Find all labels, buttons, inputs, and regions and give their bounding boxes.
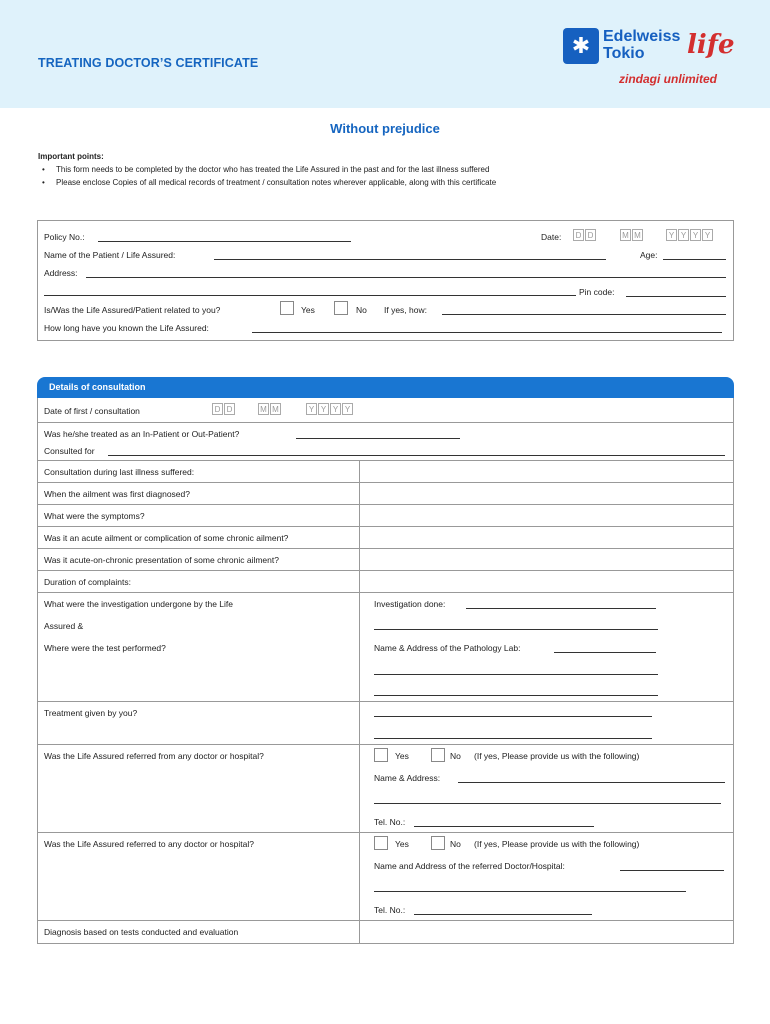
date-year-boxes[interactable]: Y Y Y Y: [666, 229, 713, 241]
investigation-question-cont: Assured &: [44, 621, 84, 631]
treatment-field[interactable]: [374, 716, 652, 717]
referred-from-no-label: No: [450, 751, 461, 761]
pathology-lab-label: Name & Address of the Pathology Lab:: [374, 643, 521, 653]
if-yes-how-label: If yes, how:: [384, 305, 427, 315]
referred-to-question: Was the Life Assured referred to any doctor or hospital?: [44, 839, 254, 849]
row-label: Was it acute-on-chronic presentation of some chronic ailment?: [44, 555, 279, 565]
logo-life-script: life: [687, 30, 735, 60]
address-label: Address:: [44, 268, 78, 278]
referred-from-question: Was the Life Assured referred from any doctor or hospital?: [44, 751, 264, 761]
important-point: • This form needs to be completed by the doctor who has treated the Life Assured in the past and for the last illness suffered: [38, 163, 496, 176]
row-label: Was it an acute ailment or complication of some chronic ailment?: [44, 533, 289, 543]
consult-day-boxes[interactable]: D D: [212, 403, 235, 415]
referred-to-yes-checkbox[interactable]: [374, 836, 388, 850]
consult-year-boxes[interactable]: Y Y Y Y: [306, 403, 353, 415]
date-day-boxes[interactable]: D D: [573, 229, 596, 241]
referred-from-yes-checkbox[interactable]: [374, 748, 388, 762]
tel-label: Tel. No.:: [374, 817, 406, 827]
important-point: • Please enclose Copies of all medical records of treatment / consultation notes wherever applicable, along with this certificate: [38, 176, 496, 189]
patient-name-label: Name of the Patient / Life Assured:: [44, 250, 176, 260]
row-label: Consultation during last illness suffered:: [44, 467, 195, 477]
referred-from-note: (If yes, Please provide us with the following): [474, 751, 640, 761]
investigation-question: What were the investigation undergone by the Life: [44, 599, 234, 609]
investigation-done-field[interactable]: [466, 608, 656, 609]
subtitle: Without prejudice: [330, 121, 440, 136]
name-address-field[interactable]: [458, 782, 725, 783]
patient-type-field[interactable]: [296, 438, 460, 439]
investigation-done-label: Investigation done:: [374, 599, 446, 609]
policy-no-label: Policy No.:: [44, 232, 85, 242]
name-address-field-2[interactable]: [374, 803, 721, 804]
important-points: [38, 150, 496, 189]
pathology-lab-field-3[interactable]: [374, 695, 658, 696]
pathology-lab-field[interactable]: [554, 652, 656, 653]
related-no-checkbox[interactable]: [334, 301, 348, 315]
date-label: Date:: [541, 232, 562, 242]
pin-code-field[interactable]: [626, 296, 726, 297]
patient-details-section: [37, 220, 734, 341]
age-field[interactable]: [663, 259, 726, 260]
consult-month-boxes[interactable]: M M: [258, 403, 281, 415]
logo-tagline: zindagi unlimited: [619, 72, 717, 86]
important-heading: Important points:: [38, 152, 104, 161]
treatment-field-2[interactable]: [374, 738, 652, 739]
patient-name-field[interactable]: [214, 259, 606, 260]
related-no-label: No: [356, 305, 367, 315]
pathology-lab-field-2[interactable]: [374, 674, 658, 675]
related-yes-checkbox[interactable]: [280, 301, 294, 315]
first-consultation-label: Date of first / consultation: [44, 406, 140, 416]
referred-to-yes-label: Yes: [395, 839, 409, 849]
address-field-line2[interactable]: [44, 295, 576, 296]
header-band: [0, 0, 770, 108]
known-duration-label: How long have you known the Life Assured:: [44, 323, 209, 333]
referred-to-no-checkbox[interactable]: [431, 836, 445, 850]
age-label: Age:: [640, 250, 658, 260]
tel-field-2[interactable]: [414, 914, 592, 915]
name-address-label: Name & Address:: [374, 773, 441, 783]
referred-doctor-field-2[interactable]: [374, 891, 686, 892]
asterisk-logo-icon: ✱: [563, 28, 599, 64]
if-yes-how-field[interactable]: [442, 314, 726, 315]
consulted-for-label: Consulted for: [44, 446, 95, 456]
treatment-question: Treatment given by you?: [44, 708, 138, 718]
related-yes-label: Yes: [301, 305, 315, 315]
tel-field[interactable]: [414, 826, 594, 827]
referred-to-no-label: No: [450, 839, 461, 849]
referred-from-yes-label: Yes: [395, 751, 409, 761]
diagnosis-label: Diagnosis based on tests conducted and evaluation: [44, 927, 239, 937]
patient-type-question: Was he/she treated as an In-Patient or Out-Patient?: [44, 429, 240, 439]
consulted-for-field[interactable]: [108, 455, 725, 456]
referred-doctor-label: Name and Address of the referred Doctor/Hospital:: [374, 861, 565, 871]
date-month-boxes[interactable]: M M: [620, 229, 643, 241]
tel-label-2: Tel. No.:: [374, 905, 406, 915]
known-duration-field[interactable]: [252, 332, 722, 333]
policy-no-field[interactable]: [98, 241, 351, 242]
row-label: When the ailment was first diagnosed?: [44, 489, 190, 499]
referred-from-no-checkbox[interactable]: [431, 748, 445, 762]
consultation-section-header: Details of consultation: [37, 377, 734, 398]
referred-to-note: (If yes, Please provide us with the following): [474, 839, 640, 849]
investigation-done-field-2[interactable]: [374, 629, 658, 630]
investigation-location-question: Where were the test performed?: [44, 643, 166, 653]
logo-wordmark: Edelweiss Tokio: [603, 28, 681, 62]
pin-code-label: Pin code:: [579, 287, 615, 297]
consultation-section: [37, 398, 734, 944]
related-question: Is/Was the Life Assured/Patient related to you?: [44, 305, 221, 315]
company-logo: [563, 28, 735, 90]
row-label: Duration of complaints:: [44, 577, 131, 587]
referred-doctor-field[interactable]: [620, 870, 724, 871]
row-label: What were the symptoms?: [44, 511, 145, 521]
address-field-line1[interactable]: [86, 277, 726, 278]
document-title: TREATING DOCTOR’S CERTIFICATE: [38, 56, 259, 70]
